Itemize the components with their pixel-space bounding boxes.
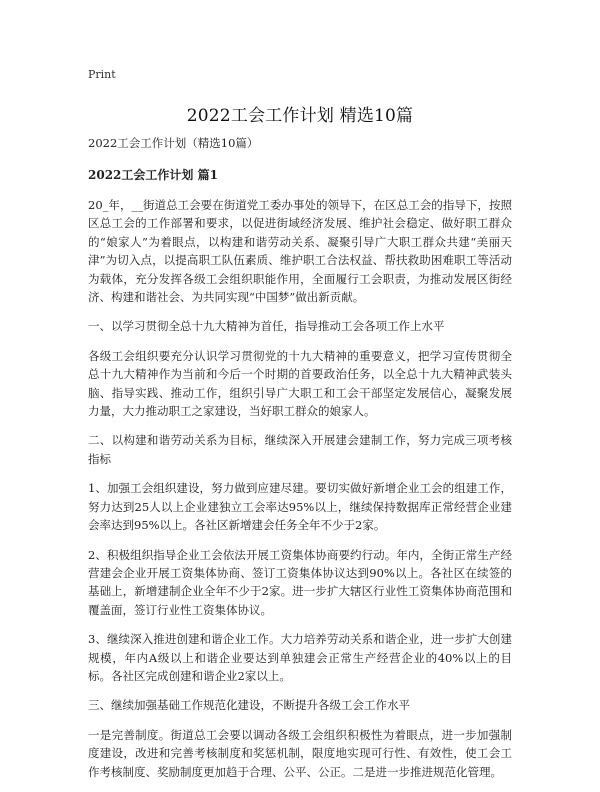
section-heading: 2022工会工作计划 篇1: [88, 168, 218, 182]
paragraph-item-three: 3、继续深入推进创建和谐企业工作。大力培养劳动关系和谐企业，进一步扩大创建规模，年内A级以上和谐企业要达到单独建会正常生产经营企业的40%以上的目标。各社区完成创建和谐企业2家以上。: [88, 632, 512, 683]
paragraph-intro: 20_年，__街道总工会要在街道党工委办事处的领导下，在区总工会的指导下，按照区总工会的工作部署和要求，以促进街域经济发展、维护社会稳定、做好职工群众的“娘家人”为着眼点，以构建和谐劳动关系、凝聚引导广大职工群众共建“美丽天津”为切入点，以提高职工队伍素质、维护职工合法权益、帮扶救助困难职工等活动为载体，充分发挥各级工会组织职能作用，全面履行工会职责，为推动发展区街经济、构建和谐社会、为共同实现“中国梦”做出新贡献。: [88, 198, 512, 305]
paragraph-body-three: 一是完善制度。街道总工会要以调动各级工会组织积极性为着眼点，进一步加强制度建设，改进和完善考核制度和奖惩机制，限度地实现可行性、有效性，使工会工作考核制度、奖励制度更加趋于合理、公平、公正。二是进一步推进规范化管理。: [88, 727, 512, 779]
paragraph-item-one: 1、加强工会组织建设，努力做到应建尽建。要切实做好新增企业工会的组建工作，努力达到25人以上企业建独立工会率达95%以上，继续保持数据库正常经营企业建会率达到95%以上。各社区新增建会任务全年不少于2家。: [88, 481, 512, 533]
page-title: 2022工会工作计划 精选10篇: [186, 106, 414, 126]
paragraph-body-one: 各级工会组织要充分认识学习贯彻党的十九大精神的重要意义，把学习宣传贯彻全总十九大精神作为当前和今后一个时期的首要政治任务，以全总十九大精神武装头脑、指导实践、推动工作，组织引导广大职工和工会干部坚定发展信心，凝聚发展力量，大力推动职工之家建设，当好职工群众的娘家人。: [88, 348, 512, 419]
paragraph-heading-one: 一、以学习贯彻全总十九大精神为首任，指导推动工会各项工作上水平: [88, 319, 445, 334]
print-label: Print: [88, 68, 116, 81]
document-body: [88, 134, 512, 792]
document-subtitle: 2022工会工作计划（精选10篇）: [88, 136, 259, 150]
paragraph-heading-two: 二、以构建和谐劳动关系为目标，继续深入开展建会建制工作，努力完成三项考核指标: [88, 433, 512, 466]
paragraph-heading-three: 三、继续加强基础工作规范化建设，不断提升各级工会工作水平: [88, 698, 410, 713]
paragraph-item-two: 2、积极组织指导企业工会依法开展工资集体协商要约行动。年内，全街正常生产经营建会企业开展工资集体协商、签订工资集体协议达到90%以上。各社区在续签的基础上，新增建制企业全年不少于2家。进一步扩大辖区行业性工资集体协商范围和覆盖面，签订行业性工资集体协议。: [88, 547, 512, 617]
